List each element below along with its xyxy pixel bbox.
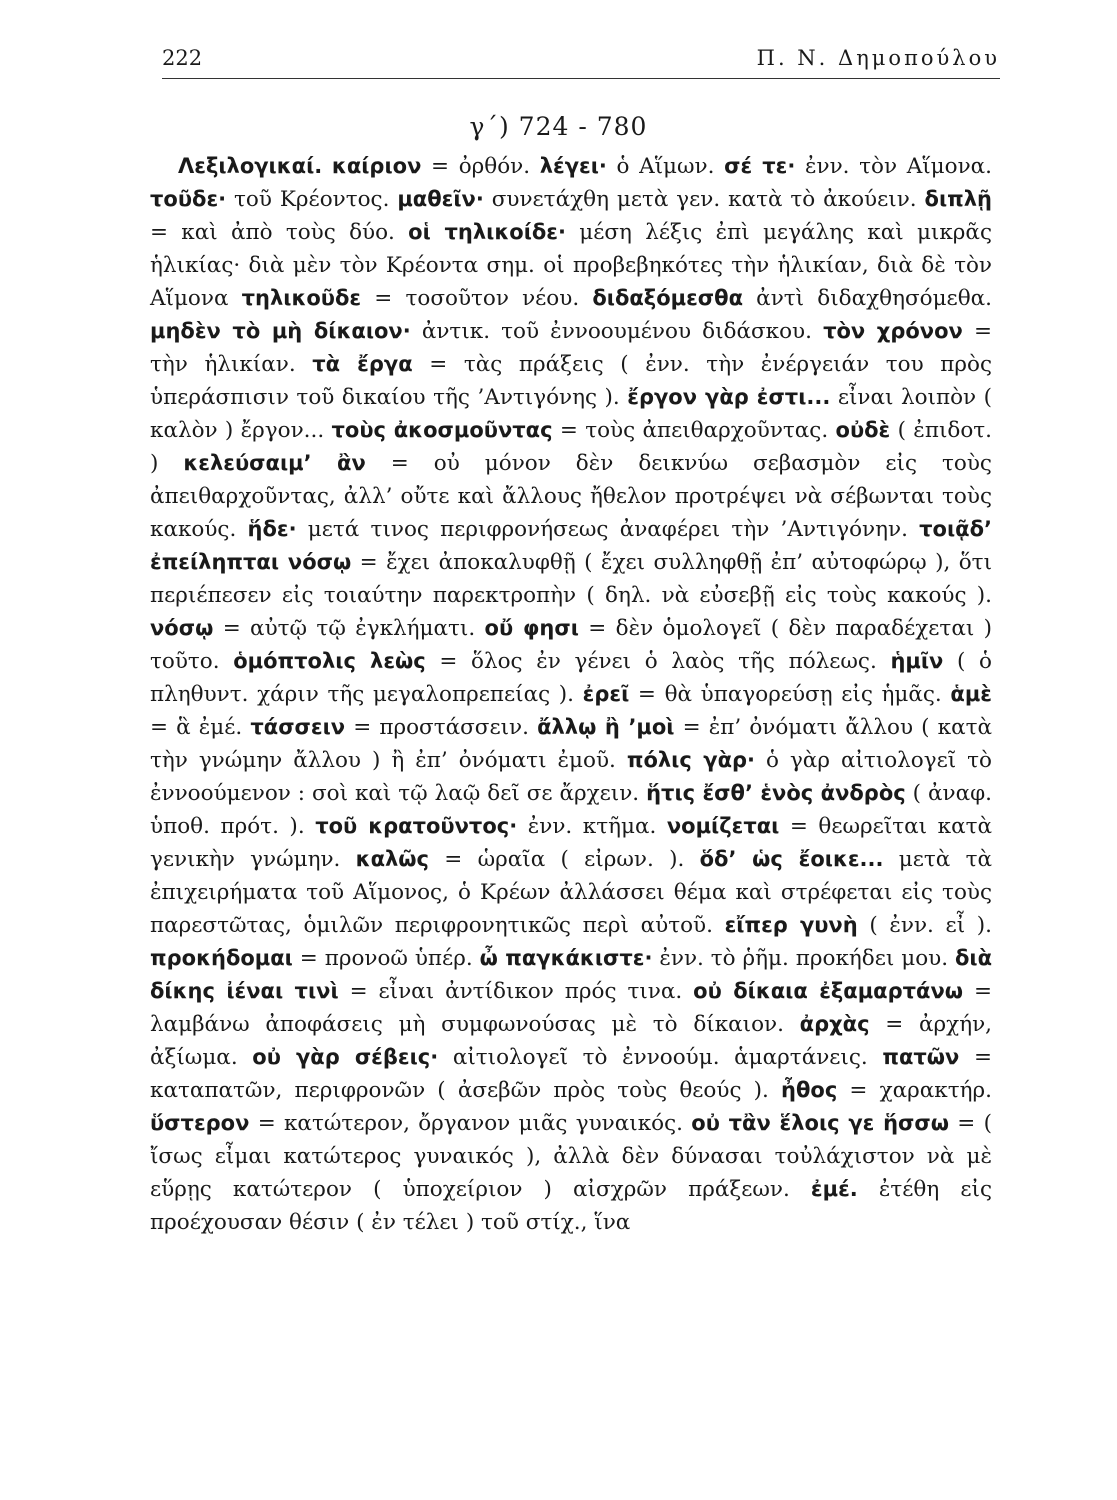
commentary-run: = ὡραῖα ( εἰρων. ). [429,847,700,872]
lemma: ὦ παγκάκιστε· [479,946,653,970]
commentary-run: = ἐπ’ ὀνόματι ἄλλου ( κατὰ τὴν γνώμην ἄλλου ) ἢ ἐπ’ ὀνόματι ἐμοῦ. [150,715,993,773]
commentary-run: = τοσοῦτον νέου. [361,286,593,311]
lemma: ἁμὲ [950,682,992,706]
commentary-run: ἐνν. κτῆμα. [517,814,667,839]
commentary-run: μέση λέξις ἐπὶ μεγάλης καὶ μικρᾶς ἡλικίας· διὰ μὲν τὸν Κρέοντα σημ. οἱ προβεβηκότες τὴν ἡλικίαν, διὰ δὲ τὸν Αἵμονα [150,220,992,311]
lemma: ἐμέ. [810,1177,858,1201]
commentary-run: = ὅλος ἐν γένει ὁ λαὸς τῆς πόλεως. [425,649,891,674]
lemma: τοῦ κρατοῦντος· [315,814,518,838]
lemma: ὅδ’ ὡς ἔοικε... [699,847,884,871]
commentary-run: = καταπατῶν, περιφρονῶν ( ἀσεβῶν πρὸς τοὺς θεούς ). [150,1045,992,1103]
commentary-run: = ἃ ἐμέ. [150,715,251,740]
lemma: Λεξιλογικαί. [178,154,323,178]
commentary-run: = ἔχει ἀποκαλυφθῇ ( ἔχει συλληφθῇ ἐπ’ αὐτοφώρῳ ), ὅτι περιέπεσεν εἰς τοιαύτην παρεκτροπὴν ( δηλ. νὰ εὐσεβῇ εἰς τοὺς κακούς ). [150,550,993,608]
lemma: καίριον [331,154,422,178]
commentary-text [150,150,992,1239]
commentary-run: ( ἀναφ. ὑποθ. πρότ. ). [150,781,993,839]
lemma: τοιᾷδ’ ἐπείληπται νόσῳ [150,517,992,574]
section-heading: γ΄) 724 - 780 [469,112,648,141]
commentary-run: ὁ Αἵμων. [606,154,725,179]
lemma: τὰ ἔργα [312,352,413,376]
commentary-run: ὁ γὰρ αἰτιολογεῖ τὸ ἐννοούμενον : σοὶ καὶ τῷ λαῷ δεῖ σε ἄρχειν. [150,748,992,806]
lemma: οὐ τἂν ἕλοις γε ἥσσω [691,1111,950,1135]
lemma: οὔ φησι [484,616,579,640]
running-title: Π. Ν. Δημοπούλου [756,46,1000,70]
commentary-run: συνετάχθη μετὰ γεν. κατὰ τὸ ἀκούειν. [483,187,925,212]
lemma: ἐρεῖ [582,682,630,706]
commentary-paragraph [150,150,992,1239]
commentary-run: ἀντὶ διδαχθησόμεθα. [743,286,992,311]
commentary-run: μετά τινος περιφρονήσεως ἀναφέρει τὴν ’Αντιγόνην. [296,517,920,542]
lemma: ἄλλῳ ἢ ’μοὶ [537,715,675,739]
commentary-run: ( ὁ πληθυντ. χάριν τῆς μεγαλοπρεπείας ). [150,649,992,707]
lemma: πόλις γὰρ· [626,748,756,772]
running-header [162,44,1000,79]
commentary-run: = λαμβάνω ἀποφάσεις μὴ συμφωνούσας μὲ τὸ δίκαιον. [150,979,992,1037]
lemma: ὕστερον [150,1111,250,1135]
commentary-run: = θὰ ὑπαγορεύσῃ εἰς ἡμᾶς. [629,682,951,707]
commentary-run: = τοὺς ἀπειθαρχοῦντας. [552,418,836,443]
commentary-run: = χαρακτήρ. [837,1078,992,1103]
lemma: οὐδὲ [835,418,891,442]
commentary-run: ἐτέθη εἰς προέχουσαν θέσιν ( ἐν τέλει ) τοῦ στίχ., ἵνα [150,1177,992,1235]
lemma: τοῦδε· [150,187,227,211]
commentary-run: = ( ἴσως εἶμαι κατώτερος γυναικός ), ἀλλὰ δὲν δύνασαι τοὐλάχιστον νὰ μὲ εὕρῃς κατώτερον ( ὑποχείριον ) αἰσχρῶν πράξεων. [150,1111,992,1202]
commentary-run: = θεωρεῖται κατὰ γενικὴν γνώμην. [150,814,993,872]
commentary-run: ( ἐπιδοτ. ) [150,418,992,476]
lemma: σέ τε· [724,154,796,178]
commentary-run: = αὐτῷ τῷ ἐγκλήματι. [213,616,485,641]
commentary-run: = προστάσσειν. [345,715,538,740]
commentary-run: εἶναι λοιπὸν ( καλὸν ) ἔργον... [150,385,993,443]
commentary-run: ἀντικ. τοῦ ἐννοουμένου διδάσκου. [410,319,824,344]
lemma: πατῶν [882,1045,960,1069]
lemma: τὸν χρόνον [823,319,963,343]
lemma: εἴπερ γυνὴ [724,913,858,937]
lemma: νομίζεται [666,814,780,838]
lemma: διδαξόμεσθα [592,286,743,310]
lemma: νόσῳ [150,616,214,640]
lemma: οἱ τηλικοίδε· [408,220,566,244]
lemma: προκήδομαι [150,946,293,970]
lemma: οὐ δίκαια ἐξαμαρτάνω [693,979,964,1003]
lemma: ἡμῖν [890,649,944,673]
commentary-run: = τὴν ἡλικίαν. [150,319,992,377]
lemma: ἥτις ἔσθ’ ἑνὸς ἀνδρὸς [646,781,906,805]
lemma: οὐ γὰρ σέβεις· [252,1045,439,1069]
commentary-run: ἐνν. τὸν Αἵμονα. [795,154,992,179]
commentary-run: = οὐ μόνον δὲν δεικνύω σεβασμὸν εἰς τοὺς ἀπειθαρχοῦντας, ἀλλ’ οὔτε καὶ ἄλλους ἤθελον προτρέψει νὰ σέβωνται τοὺς κακούς. [150,451,992,542]
lemma: ἔργον γὰρ ἐστι... [627,385,831,409]
lemma: κελεύσαιμ’ ἂν [183,451,366,475]
page-number: 222 [162,46,203,70]
lemma: ὁμόπτολις λεὼς [233,649,426,673]
commentary-run: τοῦ Κρέοντος. [226,187,398,212]
commentary-run: = κατώτερον, ὄργανον μιᾶς γυναικός. [249,1111,692,1136]
commentary-run: = καὶ ἀπὸ τοὺς δύο. [150,220,409,245]
commentary-run: = ἀρχήν, ἀξίωμα. [150,1012,992,1070]
commentary-run: = προνοῶ ὑπέρ. [292,946,480,971]
lemma: ἦθος [781,1078,838,1102]
commentary-run: = εἶναι ἀντίδικον πρός τινα. [338,979,694,1004]
lemma: λέγει· [539,154,607,178]
commentary-run: = ὀρθόν. [421,154,540,179]
commentary-run: ἐνν. τὸ ῥῆμ. προκήδει μου. [652,946,955,971]
lemma: τοὺς ἀκοσμοῦντας [331,418,553,442]
commentary-run: αἰτιολογεῖ τὸ ἐννοούμ. ἁμαρτάνεις. [438,1045,883,1070]
lemma: καλῶς [355,847,429,871]
lemma: διπλῇ [924,187,992,211]
lemma: μηδὲν τὸ μὴ δίκαιον· [150,319,411,343]
commentary-run: μετὰ τὰ ἐπιχειρήματα τοῦ Αἵμονος, ὁ Κρέων ἀλλάσσει θέμα καὶ στρέφεται εἰς τοὺς παρεστῶτας, ὁμιλῶν περιφρονητικῶς περὶ αὐτοῦ. [150,847,992,938]
commentary-run: ( ἐνν. εἶ ). [857,913,992,938]
commentary-run: = δὲν ὁμολογεῖ ( δὲν παραδέχεται ) τοῦτο. [150,616,993,674]
lemma: ἥδε· [247,517,297,541]
lemma: ἀρχὰς [799,1012,870,1036]
lemma: τηλικοῦδε [241,286,362,310]
commentary-run [322,154,332,179]
lemma: τάσσειν [250,715,346,739]
lemma: μαθεῖν· [397,187,484,211]
lemma: διὰ δίκης ἰέναι τινὶ [150,946,992,1003]
commentary-run: = τὰς πράξεις ( ἐνν. τὴν ἐνέργειάν του πρὸς ὑπεράσπισιν τοῦ δικαίου τῆς ’Αντιγόνης ). [150,352,992,410]
